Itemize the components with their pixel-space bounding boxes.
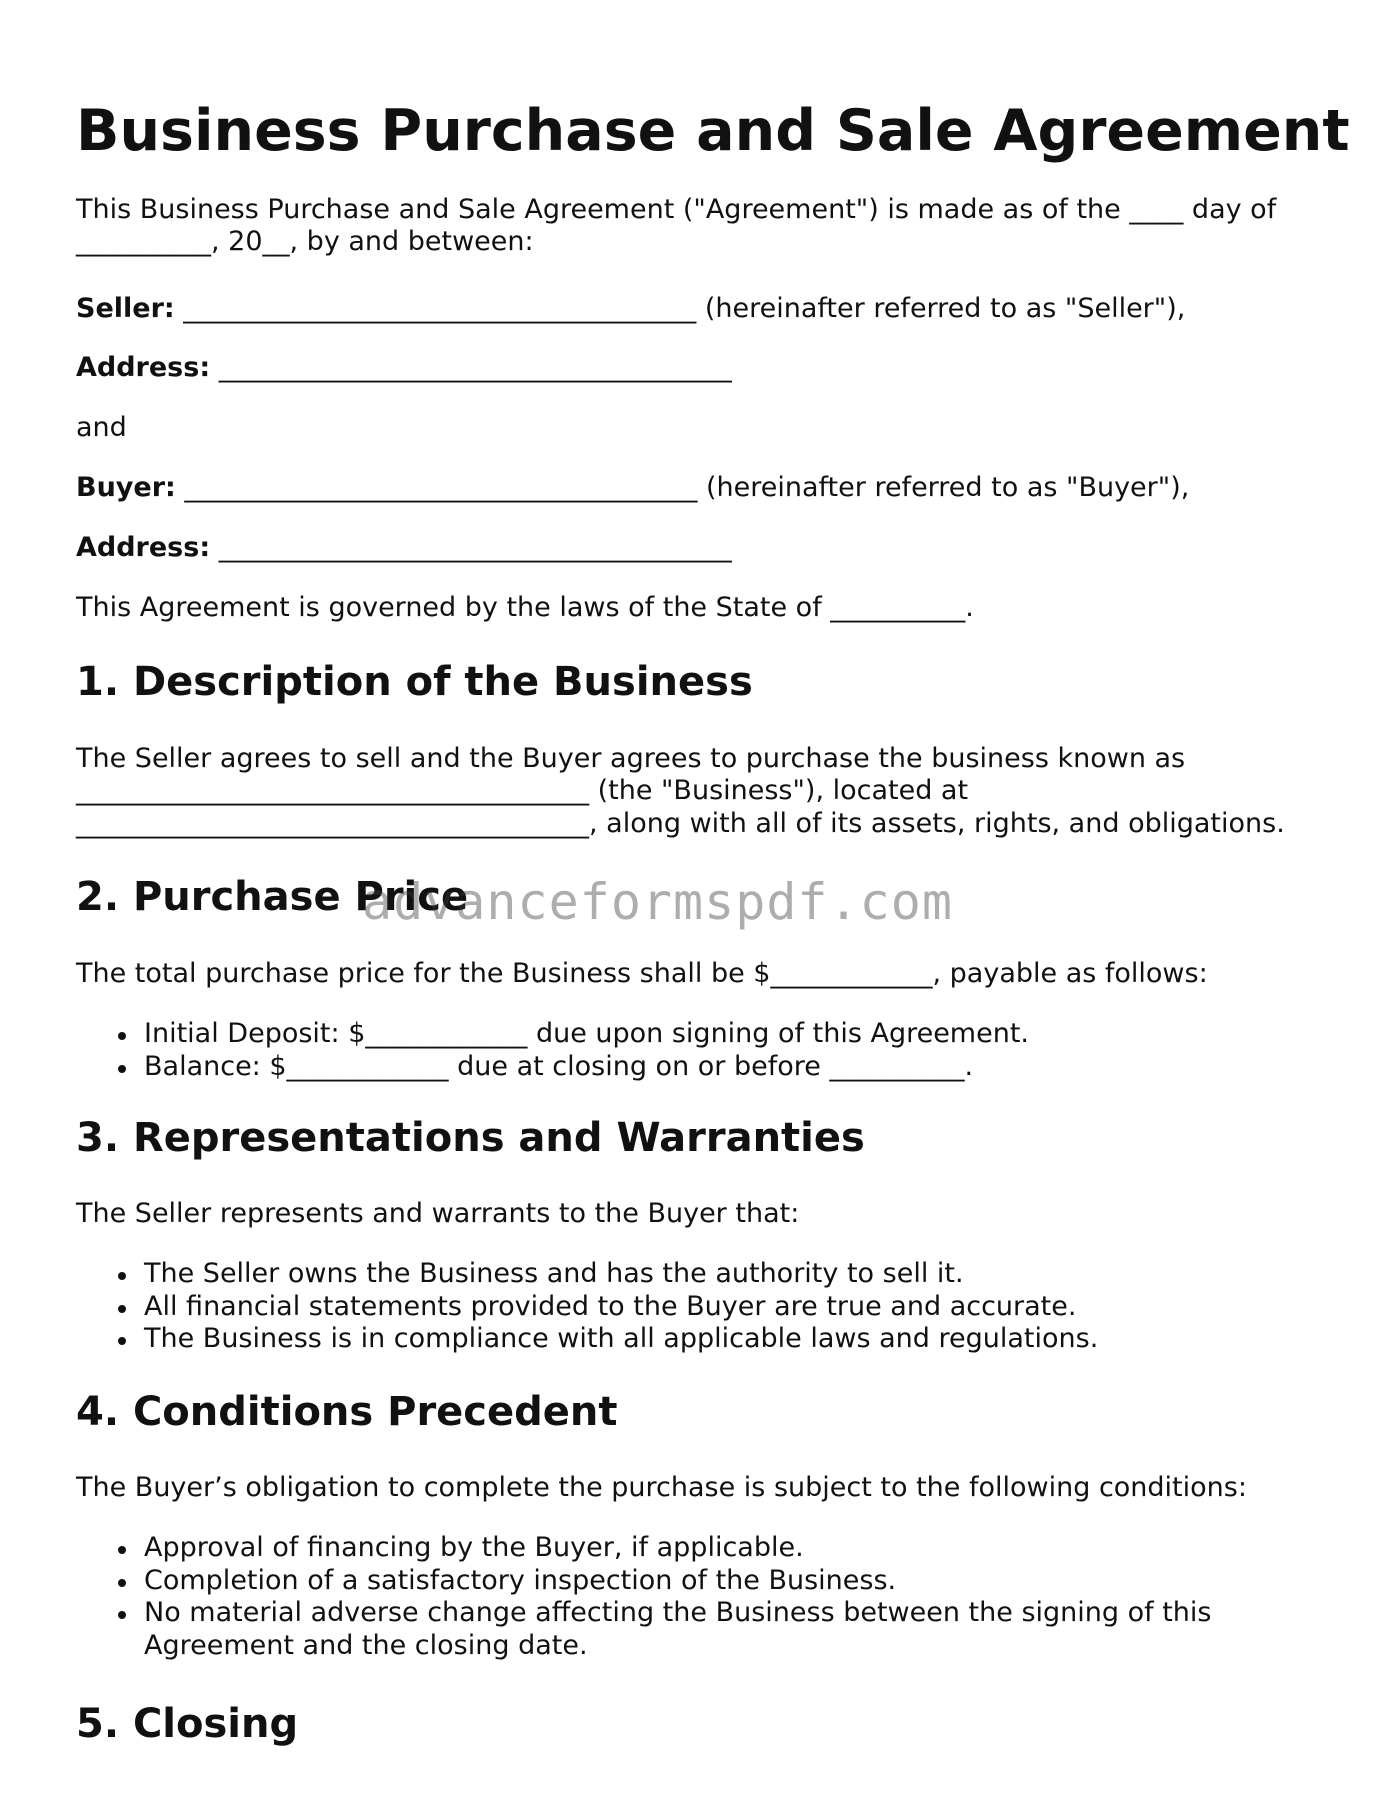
watermark: advanceformspdf.com (362, 873, 953, 931)
buyer-line (76, 472, 1189, 504)
list-item: Approval of financing by the Buyer, if applicable. (76, 1532, 1211, 1565)
list-item: Balance: $____________ due at closing on or before __________. (76, 1051, 1029, 1084)
section-3-list (76, 1258, 1098, 1356)
list-item-line: Agreement and the closing date. (144, 1629, 588, 1661)
intro-line-1: This Business Purchase and Sale Agreement ("Agreement") is made as of the ____ day of (76, 194, 1277, 225)
buyer-field: ______________________________________ (hereinafter referred to as "Buyer"), (175, 472, 1190, 503)
seller-field: ______________________________________ (hereinafter referred to as "Seller"), (174, 293, 1186, 324)
seller-line (76, 293, 1185, 325)
section-4-list (76, 1532, 1211, 1662)
seller-address-field: ______________________________________ (210, 352, 732, 383)
seller-address-label: Address: (76, 352, 211, 383)
governing-law: This Agreement is governed by the laws of the State of __________. (76, 592, 974, 623)
section-4-heading: 4. Conditions Precedent (76, 1389, 618, 1435)
intro-line-2: __________, 20__, by and between: (76, 226, 534, 257)
section-3-heading: 3. Representations and Warranties (76, 1115, 865, 1161)
buyer-address-line (76, 532, 732, 564)
list-item: The Business is in compliance with all applicable laws and regulations. (76, 1323, 1098, 1356)
list-item: The Seller owns the Business and has the authority to sell it. (76, 1258, 1098, 1291)
list-item (76, 1597, 1211, 1662)
and-text: and (76, 412, 127, 443)
list-item: Completion of a satisfactory inspection of the Business. (76, 1565, 1211, 1598)
document-title: Business Purchase and Sale Agreement (76, 98, 1350, 164)
list-item-line: No material adverse change affecting the Business between the signing of this (144, 1597, 1212, 1628)
buyer-address-field: ______________________________________ (210, 532, 732, 563)
section-2-list (76, 1018, 1029, 1083)
list-item: All financial statements provided to the Buyer are true and accurate. (76, 1291, 1098, 1324)
section-1-line-3: ______________________________________, along with all of its assets, rights, and obligations. (76, 808, 1285, 839)
section-1-heading: 1. Description of the Business (76, 659, 753, 705)
buyer-address-label: Address: (76, 532, 211, 563)
section-1-line-1: The Seller agrees to sell and the Buyer agrees to purchase the business known as (76, 743, 1186, 774)
section-2-heading: 2. Purchase Price (76, 874, 469, 920)
section-1-line-2: ______________________________________ (the "Business"), located at (76, 775, 969, 806)
seller-label: Seller: (76, 293, 175, 324)
section-5-heading: 5. Closing (76, 1701, 299, 1747)
seller-address-line (76, 352, 732, 384)
list-item: Initial Deposit: $____________ due upon signing of this Agreement. (76, 1018, 1029, 1051)
section-2-text: The total purchase price for the Business shall be $____________, payable as follows: (76, 958, 1208, 989)
section-4-text: The Buyer’s obligation to complete the purchase is subject to the following conditions: (76, 1472, 1247, 1503)
section-3-text: The Seller represents and warrants to the Buyer that: (76, 1198, 800, 1229)
buyer-label: Buyer: (76, 472, 176, 503)
